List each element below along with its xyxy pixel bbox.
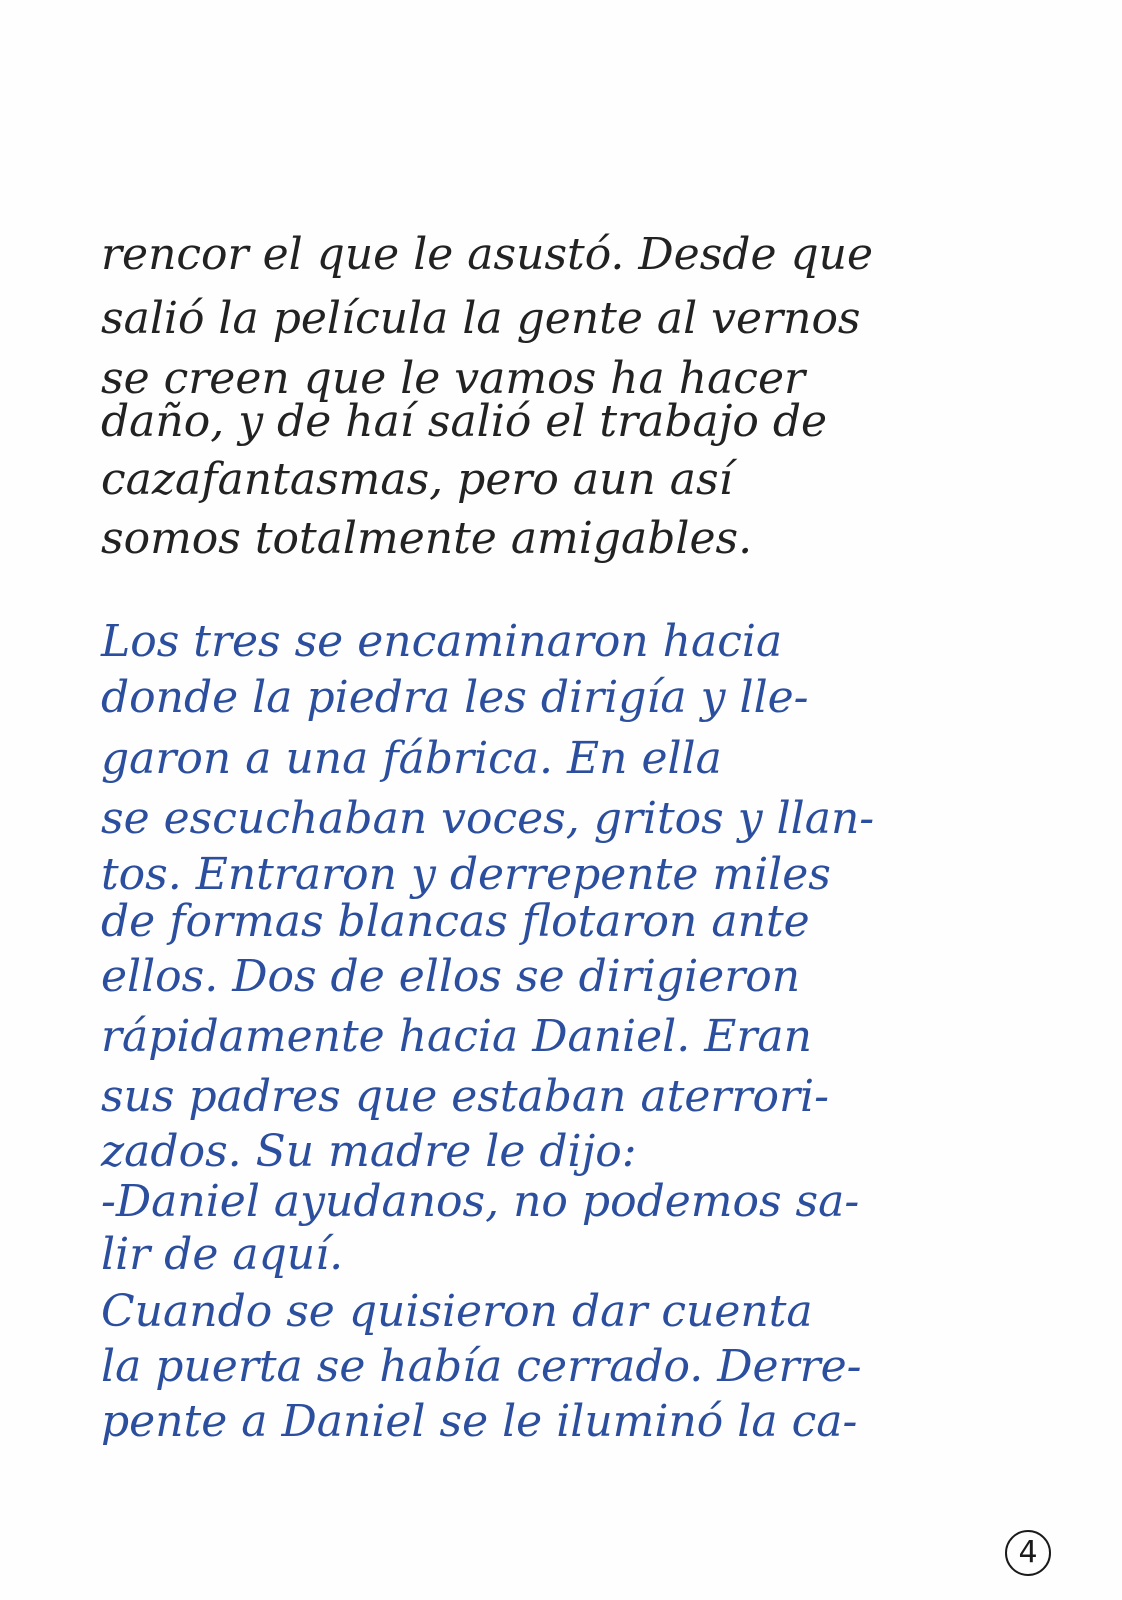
text-line: la puerta se había cerrado. Derre-	[101, 1341, 862, 1392]
text-line: de formas blancas flotaron ante	[101, 896, 810, 947]
text-line: tos. Entraron y derrepente miles	[101, 849, 831, 900]
text-line: se escuchaban voces, gritos y llan-	[101, 793, 875, 844]
page-number: 4	[1005, 1530, 1051, 1576]
text-line: Los tres se encaminaron hacia	[101, 616, 783, 667]
text-line: rápidamente hacia Daniel. Eran	[101, 1011, 812, 1062]
text-line: rencor el que le asustó. Desde que	[101, 229, 874, 280]
text-line: Cuando se quisieron dar cuenta	[101, 1286, 813, 1337]
text-line: cazafantasmas, pero aun así	[101, 454, 733, 505]
text-line: ellos. Dos de ellos se dirigieron	[101, 951, 801, 1002]
text-line: donde la piedra les dirigía y lle-	[101, 672, 809, 723]
text-line: salió la película la gente al vernos	[101, 293, 861, 344]
text-line: somos totalmente amigables.	[101, 513, 753, 564]
text-line: zados. Su madre le dijo:	[101, 1126, 637, 1177]
text-line: se creen que le vamos ha hacer	[101, 353, 806, 404]
text-line: sus padres que estaban aterrori-	[101, 1071, 829, 1122]
text-line: lir de aquí.	[101, 1229, 344, 1280]
text-line: -Daniel ayudanos, no podemos sa-	[101, 1176, 860, 1227]
text-line: garon a una fábrica. En ella	[101, 733, 722, 784]
text-line: pente a Daniel se le iluminó la ca-	[101, 1396, 858, 1447]
text-line: daño, y de haí salió el trabajo de	[101, 396, 828, 447]
